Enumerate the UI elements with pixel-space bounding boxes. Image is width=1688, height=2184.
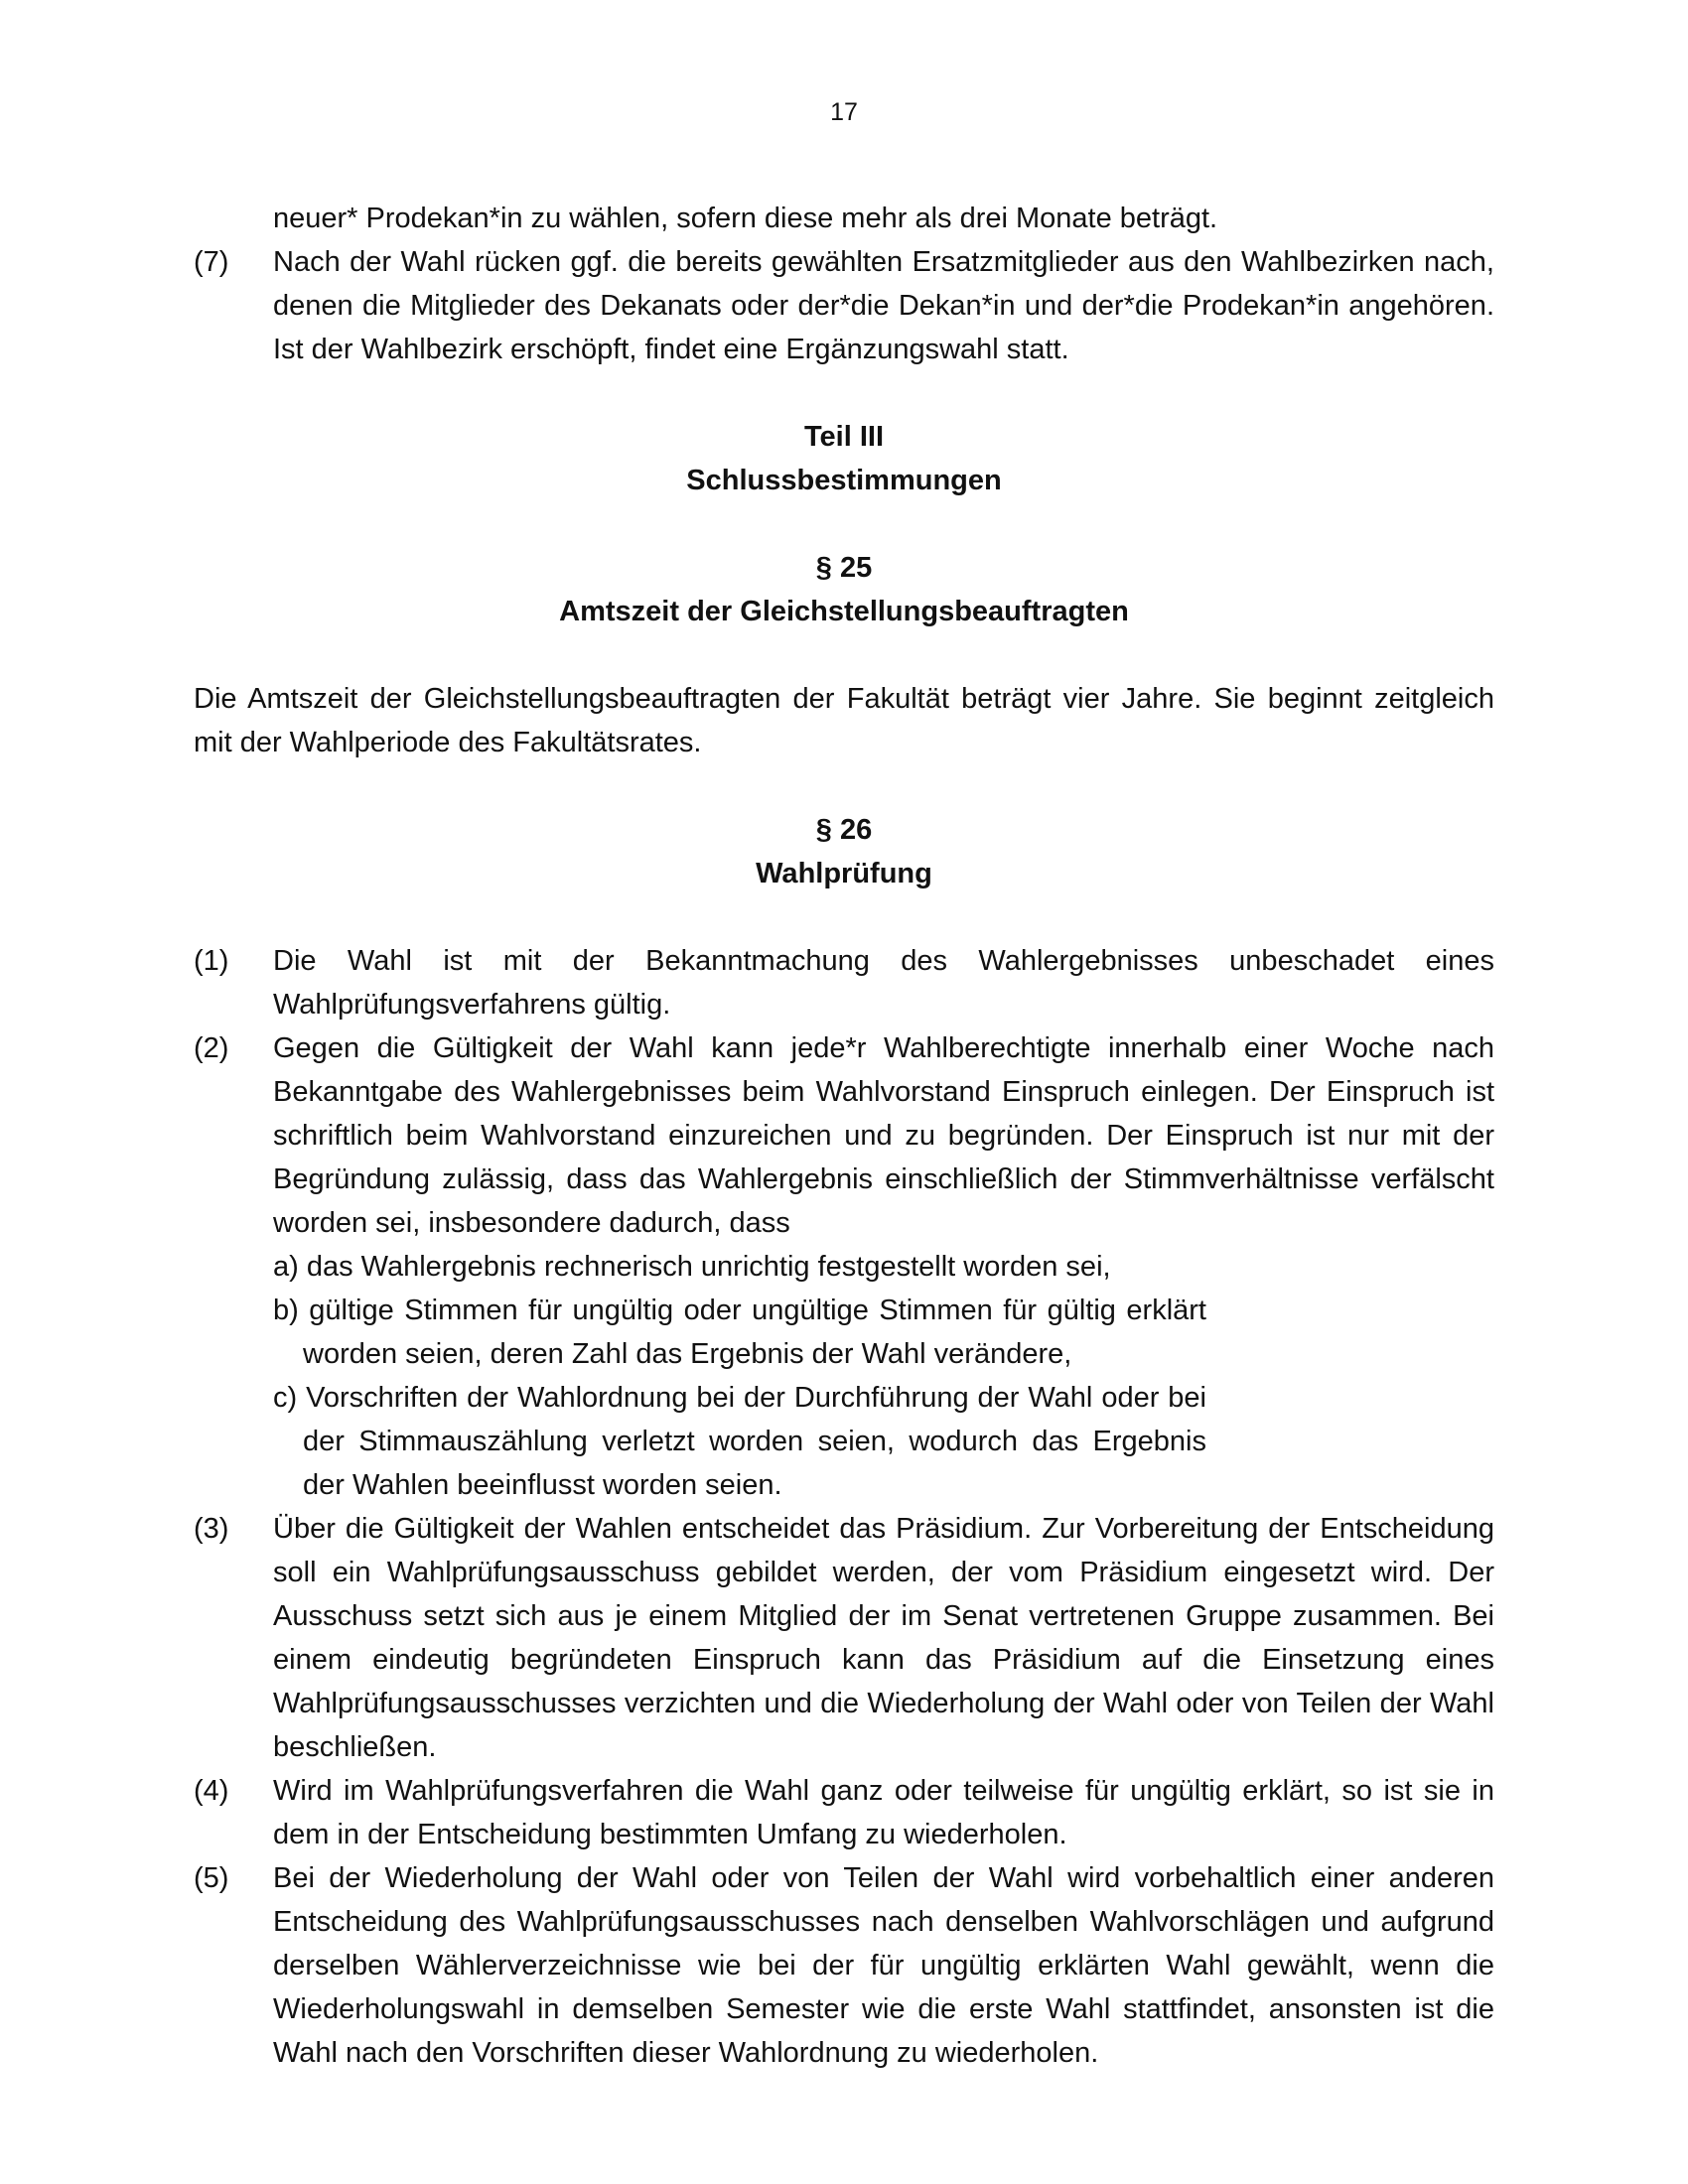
- sub-item-a: a) das Wahlergebnis rechnerisch unrichtig festgestellt worden sei,: [273, 1251, 1111, 1283]
- sub-item-list: [273, 1245, 1494, 1507]
- page-content: [194, 197, 1494, 2075]
- paragraph-text: Wird im Wahlprüfungsverfahren die Wahl ganz oder teilweise für ungültig erklärt, so ist sie in dem in der Entscheidung bestimmten Umfang zu wiederholen.: [273, 1775, 1494, 1850]
- continuation-text: neuer* Prodekan*in zu wählen, sofern diese mehr als drei Monate beträgt.: [273, 203, 1218, 234]
- paragraph-number: (2): [194, 1032, 229, 1064]
- paragraph-text: Gegen die Gültigkeit der Wahl kann jede*r Wahlberechtigte innerhalb einer Woche nach Bekanntgabe des Wahlergebnisses beim Wahlvorstand Einspruch einlegen. Der Einspruch ist schriftlich beim Wahlvorstand einzureichen und zu begründen. Der Einspruch ist nur mit der Begründung zulässig, dass das Wahlergebnis einschließlich der Stimmverhältnisse verfälscht worden sei, insbesondere dadurch, dass: [273, 1032, 1494, 1239]
- paragraph-number: (4): [194, 1775, 229, 1807]
- part-subtitle: Schlussbestimmungen: [686, 465, 1002, 496]
- section-26-paragraph-4: [194, 1769, 1494, 1856]
- sub-item-b: b) gültige Stimmen für ungültig oder ungültige Stimmen für gültig erklärt worden seien, deren Zahl das Ergebnis der Wahl verändere,: [273, 1295, 1206, 1370]
- paragraph-body: [273, 1026, 1494, 1507]
- paragraph-number: (7): [194, 246, 229, 278]
- section-25-number: § 25: [815, 552, 873, 584]
- page-number: 17: [830, 98, 858, 126]
- paragraph-7: [194, 240, 1494, 371]
- paragraph-text: Über die Gültigkeit der Wahlen entscheidet das Präsidium. Zur Vorbereitung der Entscheidung soll ein Wahlprüfungsausschuss gebildet werden, der vom Präsidium eingesetzt wird. Der Ausschuss setzt sich aus je einem Mitglied der im Senat vertretenen Gruppe zusammen. Bei einem eindeutig begründeten Einspruch kann das Präsidium auf die Einsetzung eines Wahlprüfungsausschusses verzichten und die Wiederholung der Wahl oder von Teilen der Wahl beschließen.: [273, 1513, 1494, 1763]
- section-26-title: Wahlprüfung: [756, 858, 932, 889]
- section-25-body: Die Amtszeit der Gleichstellungsbeauftragten der Fakultät beträgt vier Jahre. Sie beginnt zeitgleich mit der Wahlperiode des Fakultätsrates.: [194, 683, 1494, 758]
- section-26-paragraph-5: [194, 1856, 1494, 2075]
- section-26-paragraph-1: [194, 939, 1494, 1026]
- paragraph-number: (5): [194, 1862, 229, 1894]
- document-page: [194, 0, 1494, 2184]
- sub-item-c: c) Vorschriften der Wahlordnung bei der Durchführung der Wahl oder bei der Stimmauszählung verletzt worden seien, wodurch das Ergebnis der Wahlen beeinflusst worden seien.: [273, 1382, 1206, 1501]
- part-title: Teil III: [803, 421, 885, 453]
- section-26-number: § 26: [815, 814, 873, 846]
- paragraph-text: Nach der Wahl rücken ggf. die bereits gewählten Ersatzmitglieder aus den Wahlbezirken nach, denen die Mitglieder des Dekanats oder der*die Dekan*in und der*die Prodekan*in angehören. Ist der Wahlbezirk erschöpft, findet eine Ergänzungswahl statt.: [273, 246, 1494, 365]
- section-26-paragraph-2: [194, 1026, 1494, 1507]
- paragraph-text: Bei der Wiederholung der Wahl oder von Teilen der Wahl wird vorbehaltlich einer anderen Entscheidung des Wahlprüfungsausschusses nach denselben Wahlvorschlägen und aufgrund derselben Wählerverzeichnisse wie bei der für ungültig erklärten Wahl gewählt, wenn die Wiederholungswahl in demselben Semester wie die erste Wahl stattfindet, ansonsten ist die Wahl nach den Vorschriften dieser Wahlordnung zu wiederholen.: [273, 1862, 1494, 2069]
- paragraph-text: Die Wahl ist mit der Bekanntmachung des Wahlergebnisses unbeschadet eines Wahlprüfungsverfahrens gültig.: [273, 945, 1494, 1021]
- section-25-title: Amtszeit der Gleichstellungsbeauftragten: [559, 596, 1129, 627]
- section-26-paragraph-3: [194, 1507, 1494, 1769]
- paragraph-number: (1): [194, 945, 229, 977]
- paragraph-number: (3): [194, 1513, 229, 1545]
